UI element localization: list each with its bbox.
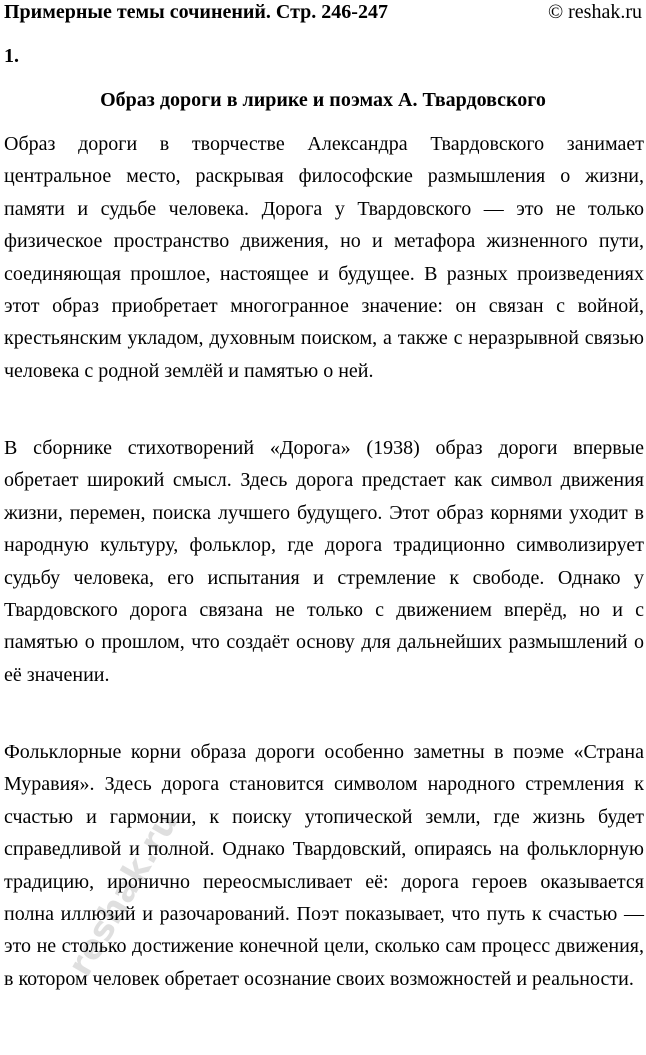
task-number: 1.	[4, 45, 19, 67]
header-title: Примерные темы сочинений. Стр. 246-247	[4, 1, 388, 23]
essay-paragraph-3: Фольклорные корни образа дороги особенно заметны в поэме «Страна Муравия». Здесь дорога становится символом народного стремления к счастью и гармонии, к поиску утопической земли, где жизнь будет справедливой и полной. Однако Твардовский, опираясь на фольклорную традицию, иронично переосмысливает её: дорога героев оказывается полна иллюзий и разочарований. Поэт показывает, что путь к счастью — это не столько достижение конечной цели, сколько сам процесс движения, в котором человек обретает осознание своих возможностей и реальности.	[4, 741, 644, 990]
essay-title: Образ дороги в лирике и поэмах А. Твардовского	[100, 89, 546, 111]
essay-paragraph-1: Образ дороги в творчестве Александра Твардовского занимает центральное место, раскрывая философские размышления о жизни, памяти и судьбе человека. Дорога у Твардовского — это не только физическое пространство движения, но и метафора жизненного пути, соединяющая прошлое, настоящее и будущее. В разных произведениях этот образ приобретает многогранное значение: он связан с войной, крестьянским укладом, духовным поиском, а также с неразрывной связью человека с родной землёй и памятью о ней.	[4, 133, 644, 382]
page-header	[4, 0, 642, 24]
header-source: © reshak.ru	[547, 1, 642, 23]
watermark-text: reshak.ru	[60, 803, 187, 983]
essay-paragraph-2: В сборнике стихотворений «Дорога» (1938) образ дороги впервые обретает широкий смысл. Здесь дорога предстает как символ движения жизни, перемен, поиска лучшего будущего. Этот образ корнями уходит в народную культуру, фольклор, где дорога традиционно символизирует судьбу человека, его испытания и стремление к свободе. Однако у Твардовского дорога связана не только с движением вперёд, но и с памятью о прошлом, что создаёт основу для дальнейших размышлений о её значении.	[4, 437, 644, 686]
